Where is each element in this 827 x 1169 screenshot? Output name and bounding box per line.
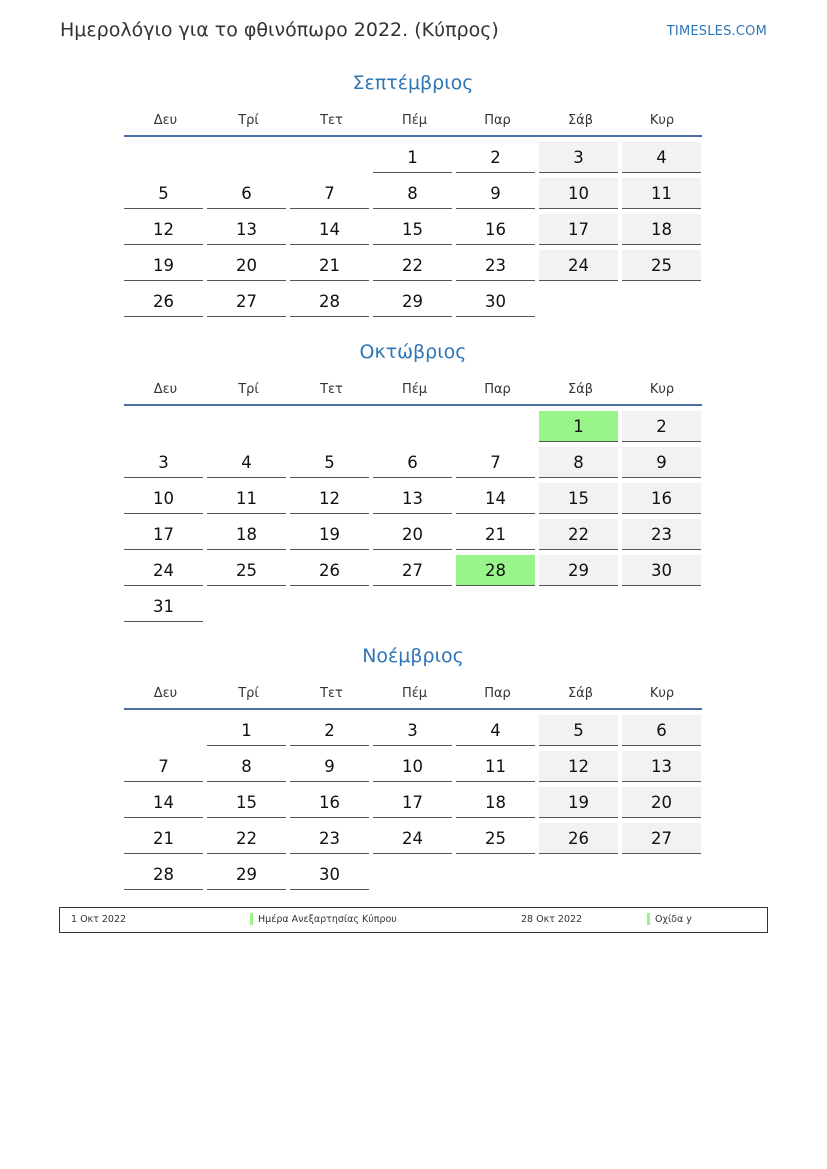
week-row [124, 823, 702, 859]
empty-day-cell [373, 859, 452, 890]
day-cell: 6 [373, 447, 452, 478]
empty-day-cell [124, 715, 203, 746]
day-cell: 14 [290, 214, 369, 245]
day-cell: 25 [456, 823, 535, 854]
weekday-header [124, 678, 702, 708]
day-cell: 20 [373, 519, 452, 550]
week-row [124, 250, 702, 286]
empty-day-cell [539, 591, 618, 622]
day-cell: 9 [622, 447, 701, 478]
day-cell: 1 [373, 142, 452, 173]
day-cell: 6 [207, 178, 286, 209]
empty-day-cell [456, 859, 535, 890]
empty-day-cell [124, 411, 203, 442]
weekday-label: Δευ [153, 381, 178, 397]
holiday-day-cell: 1 [539, 411, 618, 442]
day-cell: 26 [290, 555, 369, 586]
header-rule [124, 404, 702, 406]
empty-day-cell [290, 142, 369, 173]
empty-day-cell [539, 859, 618, 890]
day-cell: 29 [207, 859, 286, 890]
week-row [124, 483, 702, 519]
day-cell: 3 [373, 715, 452, 746]
day-cell: 4 [207, 447, 286, 478]
empty-day-cell [373, 591, 452, 622]
week-row [124, 447, 702, 483]
day-cell: 27 [373, 555, 452, 586]
day-cell: 4 [456, 715, 535, 746]
empty-day-cell [539, 286, 618, 317]
day-cell: 11 [207, 483, 286, 514]
week-row [124, 178, 702, 214]
day-cell: 22 [539, 519, 618, 550]
week-row [124, 859, 702, 895]
day-cell: 18 [207, 519, 286, 550]
day-cell: 26 [539, 823, 618, 854]
day-cell: 2 [456, 142, 535, 173]
day-cell: 13 [622, 751, 701, 782]
legend-date: 1 Οκτ 2022 [71, 914, 127, 925]
day-cell: 21 [124, 823, 203, 854]
day-cell: 22 [207, 823, 286, 854]
day-cell: 5 [539, 715, 618, 746]
week-row [124, 142, 702, 178]
day-cell: 4 [622, 142, 701, 173]
month-block [124, 338, 702, 627]
legend-holiday-name: Ημέρα Ανεξαρτησίας Κύπρου [258, 914, 397, 925]
day-cell: 27 [207, 286, 286, 317]
day-cell: 2 [622, 411, 701, 442]
day-cell: 8 [373, 178, 452, 209]
page-title: Ημερολόγιο για το φθινόπωρο 2022. (Κύπρος) [60, 19, 499, 41]
empty-day-cell [622, 591, 701, 622]
day-cell: 13 [373, 483, 452, 514]
day-cell: 10 [124, 483, 203, 514]
empty-day-cell [207, 591, 286, 622]
day-cell: 29 [373, 286, 452, 317]
week-row [124, 286, 702, 322]
day-cell: 24 [124, 555, 203, 586]
day-cell: 30 [456, 286, 535, 317]
weekday-label: Κυρ [649, 112, 675, 128]
day-cell: 25 [622, 250, 701, 281]
day-cell: 12 [539, 751, 618, 782]
day-cell: 17 [124, 519, 203, 550]
header-rule [124, 135, 702, 137]
day-cell: 7 [456, 447, 535, 478]
legend-holiday-name: Οχίδα y [655, 914, 692, 925]
day-cell: 23 [290, 823, 369, 854]
weekday-header [124, 105, 702, 135]
empty-day-cell [456, 411, 535, 442]
day-cell: 16 [290, 787, 369, 818]
holiday-color-marker [647, 913, 650, 925]
day-cell: 6 [622, 715, 701, 746]
day-grid [124, 715, 702, 895]
day-cell: 20 [207, 250, 286, 281]
day-cell: 30 [622, 555, 701, 586]
brand-link[interactable]: TIMESLES.COM [666, 24, 767, 39]
day-cell: 17 [539, 214, 618, 245]
day-cell: 24 [373, 823, 452, 854]
month-name: Σεπτέμβριος [352, 72, 474, 94]
day-cell: 28 [290, 286, 369, 317]
empty-day-cell [622, 286, 701, 317]
weekday-label: Τετ [320, 112, 343, 128]
week-row [124, 715, 702, 751]
day-cell: 16 [622, 483, 701, 514]
day-cell: 7 [124, 751, 203, 782]
day-cell: 19 [539, 787, 618, 818]
month-block [124, 69, 702, 322]
weekday-label: Παρ [484, 685, 511, 701]
day-cell: 20 [622, 787, 701, 818]
weekday-label: Τρί [238, 685, 259, 701]
empty-day-cell [207, 411, 286, 442]
day-cell: 28 [124, 859, 203, 890]
holiday-legend [59, 907, 768, 933]
day-cell: 18 [622, 214, 701, 245]
weekday-label: Παρ [484, 381, 511, 397]
day-cell: 31 [124, 591, 203, 622]
day-cell: 10 [373, 751, 452, 782]
day-cell: 21 [456, 519, 535, 550]
day-cell: 11 [456, 751, 535, 782]
weekday-label: Τετ [320, 685, 343, 701]
empty-day-cell [124, 142, 203, 173]
day-cell: 3 [539, 142, 618, 173]
day-cell: 2 [290, 715, 369, 746]
weekday-label: Δευ [153, 685, 178, 701]
empty-day-cell [622, 859, 701, 890]
weekday-label: Σάβ [567, 381, 594, 397]
day-cell: 11 [622, 178, 701, 209]
holiday-day-cell: 28 [456, 555, 535, 586]
weekday-header [124, 374, 702, 404]
day-cell: 8 [207, 751, 286, 782]
day-cell: 1 [207, 715, 286, 746]
week-row [124, 751, 702, 787]
day-cell: 29 [539, 555, 618, 586]
day-cell: 15 [373, 214, 452, 245]
empty-day-cell [373, 411, 452, 442]
day-cell: 19 [124, 250, 203, 281]
weekday-label: Τρί [238, 381, 259, 397]
day-cell: 30 [290, 859, 369, 890]
day-cell: 25 [207, 555, 286, 586]
holiday-color-marker [250, 913, 253, 925]
week-row [124, 555, 702, 591]
day-cell: 14 [124, 787, 203, 818]
weekday-label: Κυρ [649, 381, 675, 397]
day-cell: 21 [290, 250, 369, 281]
day-cell: 22 [373, 250, 452, 281]
weekday-label: Δευ [153, 112, 178, 128]
day-cell: 9 [456, 178, 535, 209]
day-cell: 23 [622, 519, 701, 550]
day-cell: 26 [124, 286, 203, 317]
day-cell: 13 [207, 214, 286, 245]
weekday-label: Πέμ [401, 685, 428, 701]
day-cell: 19 [290, 519, 369, 550]
day-cell: 27 [622, 823, 701, 854]
day-cell: 15 [539, 483, 618, 514]
day-cell: 7 [290, 178, 369, 209]
month-name: Οκτώβριος [359, 341, 467, 363]
week-row [124, 214, 702, 250]
month-block [124, 642, 702, 895]
day-cell: 10 [539, 178, 618, 209]
empty-day-cell [290, 411, 369, 442]
month-name: Νοέμβριος [362, 645, 464, 667]
weekday-label: Τετ [320, 381, 343, 397]
day-cell: 23 [456, 250, 535, 281]
day-grid [124, 142, 702, 322]
week-row [124, 519, 702, 555]
day-cell: 15 [207, 787, 286, 818]
empty-day-cell [290, 591, 369, 622]
day-grid [124, 411, 702, 627]
weekday-label: Σάβ [567, 112, 594, 128]
day-cell: 16 [456, 214, 535, 245]
legend-date: 28 Οκτ 2022 [521, 914, 583, 925]
day-cell: 12 [124, 214, 203, 245]
weekday-label: Πέμ [401, 112, 428, 128]
day-cell: 5 [124, 178, 203, 209]
weekday-label: Σάβ [567, 685, 594, 701]
day-cell: 14 [456, 483, 535, 514]
weekday-label: Τρί [238, 112, 259, 128]
empty-day-cell [207, 142, 286, 173]
weekday-label: Πέμ [401, 381, 428, 397]
week-row [124, 411, 702, 447]
header-rule [124, 708, 702, 710]
day-cell: 9 [290, 751, 369, 782]
week-row [124, 591, 702, 627]
week-row [124, 787, 702, 823]
day-cell: 12 [290, 483, 369, 514]
day-cell: 5 [290, 447, 369, 478]
day-cell: 3 [124, 447, 203, 478]
day-cell: 8 [539, 447, 618, 478]
empty-day-cell [456, 591, 535, 622]
weekday-label: Κυρ [649, 685, 675, 701]
day-cell: 18 [456, 787, 535, 818]
weekday-label: Παρ [484, 112, 511, 128]
day-cell: 17 [373, 787, 452, 818]
day-cell: 24 [539, 250, 618, 281]
